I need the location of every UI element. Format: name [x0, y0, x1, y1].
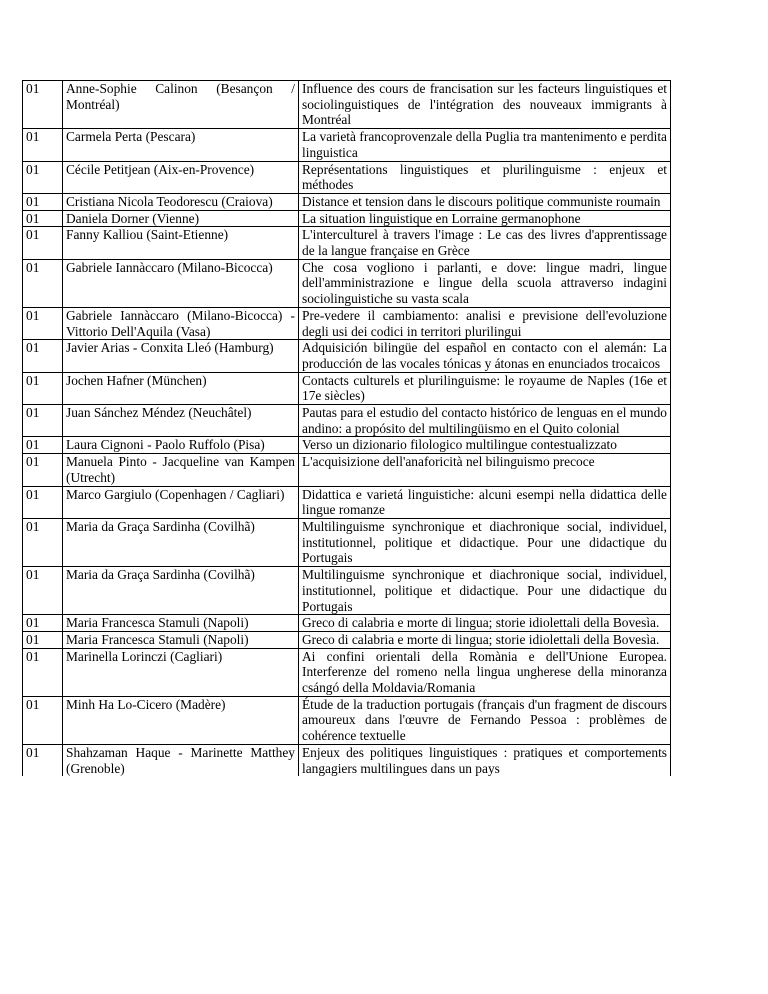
author-cell: Manuela Pinto - Jacqueline van Kampen (Utrecht)	[63, 454, 299, 486]
title-cell: La situation linguistique en Lorraine germanophone	[299, 210, 671, 227]
session-cell: 01	[23, 129, 63, 161]
session-cell: 01	[23, 193, 63, 210]
author-cell: Maria Francesca Stamuli (Napoli)	[63, 631, 299, 648]
table-row	[23, 405, 671, 437]
author-cell: Maria da Graça Sardinha (Covilhã)	[63, 518, 299, 566]
table-row	[23, 486, 671, 518]
session-cell: 01	[23, 696, 63, 744]
author-cell: Juan Sánchez Méndez (Neuchâtel)	[63, 405, 299, 437]
author-cell: Marinella Lorinczi (Cagliari)	[63, 648, 299, 696]
session-cell: 01	[23, 307, 63, 339]
title-cell: Verso un dizionario filologico multilingue contestualizzato	[299, 437, 671, 454]
title-cell: Didattica e varietá linguistiche: alcuni esempi nella didattica delle lingue romanze	[299, 486, 671, 518]
table-row	[23, 340, 671, 372]
title-cell: Ai confini orientali della Romània e dell'Unione Europea. Interferenze del romeno nella lingua ungherese della minoranza csángó della Moldavia/Romania	[299, 648, 671, 696]
title-cell: Influence des cours de francisation sur les facteurs linguistiques et sociolinguistiques de l'intégration des nouveaux immigrants à Montréal	[299, 81, 671, 129]
session-cell: 01	[23, 227, 63, 259]
author-cell: Shahzaman Haque - Marinette Matthey (Grenoble)	[63, 744, 299, 776]
table-row	[23, 129, 671, 161]
session-cell: 01	[23, 340, 63, 372]
session-cell: 01	[23, 405, 63, 437]
author-cell: Marco Gargiulo (Copenhagen / Cagliari)	[63, 486, 299, 518]
table-row	[23, 81, 671, 129]
title-cell: La varietà francoprovenzale della Puglia tra mantenimento e perdita linguistica	[299, 129, 671, 161]
table-row	[23, 161, 671, 193]
table-row	[23, 631, 671, 648]
title-cell: Greco di calabria e morte di lingua; storie idiolettali della Bovesìa.	[299, 631, 671, 648]
paper-table	[22, 80, 671, 776]
table-row	[23, 648, 671, 696]
title-cell: Adquisición bilingüe del español en contacto con el alemán: La producción de las vocales tónicas y átonas en enunciados trocaicos	[299, 340, 671, 372]
title-cell: Pautas para el estudio del contacto histórico de lenguas en el mundo andino: a propósito del multilingüismo en el Quito colonial	[299, 405, 671, 437]
session-cell: 01	[23, 648, 63, 696]
table-row	[23, 372, 671, 404]
author-cell: Minh Ha Lo-Cicero (Madère)	[63, 696, 299, 744]
author-cell: Gabriele Iannàccaro (Milano-Bicocca) - Vittorio Dell'Aquila (Vasa)	[63, 307, 299, 339]
title-cell: Multilinguisme synchronique et diachronique social, individuel, institutionnel, politique et didactique. Pour une didactique du Portugais	[299, 567, 671, 615]
author-cell: Javier Arias - Conxita Lleó (Hamburg)	[63, 340, 299, 372]
title-cell: Greco di calabria e morte di lingua; storie idiolettali della Bovesìa.	[299, 615, 671, 632]
table-row	[23, 567, 671, 615]
session-cell: 01	[23, 744, 63, 776]
title-cell: Che cosa vogliono i parlanti, e dove: lingue madri, lingue dell'amministrazione e lingue della scuola attraverso indagini sociolinguistiche su vasta scala	[299, 259, 671, 307]
session-cell: 01	[23, 161, 63, 193]
session-cell: 01	[23, 631, 63, 648]
paper-table-body	[23, 81, 671, 777]
author-cell: Jochen Hafner (München)	[63, 372, 299, 404]
author-cell: Cristiana Nicola Teodorescu (Craiova)	[63, 193, 299, 210]
title-cell: Représentations linguistiques et plurilinguisme : enjeux et méthodes	[299, 161, 671, 193]
table-row	[23, 227, 671, 259]
title-cell: L'acquisizione dell'anaforicità nel bilinguismo precoce	[299, 454, 671, 486]
title-cell: Multilinguisme synchronique et diachronique social, individuel, institutionnel, politique et didactique. Pour une didactique du Portugais	[299, 518, 671, 566]
table-row	[23, 437, 671, 454]
session-cell: 01	[23, 81, 63, 129]
author-cell: Fanny Kalliou (Saint-Etienne)	[63, 227, 299, 259]
author-cell: Daniela Dorner (Vienne)	[63, 210, 299, 227]
title-cell: Contacts culturels et plurilinguisme: le royaume de Naples (16e et 17e siècles)	[299, 372, 671, 404]
author-cell: Anne-Sophie Calinon (Besançon / Montréal)	[63, 81, 299, 129]
author-cell: Maria da Graça Sardinha (Covilhã)	[63, 567, 299, 615]
session-cell: 01	[23, 210, 63, 227]
session-cell: 01	[23, 437, 63, 454]
table-row	[23, 454, 671, 486]
table-row	[23, 210, 671, 227]
table-row	[23, 615, 671, 632]
author-cell: Gabriele Iannàccaro (Milano-Bicocca)	[63, 259, 299, 307]
session-cell: 01	[23, 454, 63, 486]
table-row	[23, 259, 671, 307]
session-cell: 01	[23, 372, 63, 404]
title-cell: Étude de la traduction portugais (français d'un fragment de discours amoureux dans l'œuvre de Fernando Pessoa : problèmes de cohérence textuelle	[299, 696, 671, 744]
table-row	[23, 744, 671, 776]
title-cell: Distance et tension dans le discours politique communiste roumain	[299, 193, 671, 210]
title-cell: L'interculturel à travers l'image : Le cas des livres d'apprentissage de la langue française en Grèce	[299, 227, 671, 259]
author-cell: Laura Cignoni - Paolo Ruffolo (Pisa)	[63, 437, 299, 454]
title-cell: Pre-vedere il cambiamento: analisi e previsione dell'evoluzione degli usi dei codici in territori plurilingui	[299, 307, 671, 339]
table-row	[23, 193, 671, 210]
session-cell: 01	[23, 518, 63, 566]
table-row	[23, 307, 671, 339]
session-cell: 01	[23, 567, 63, 615]
title-cell: Enjeux des politiques linguistiques : pratiques et comportements langagiers multilingues dans un pays	[299, 744, 671, 776]
table-row	[23, 518, 671, 566]
author-cell: Cécile Petitjean (Aix-en-Provence)	[63, 161, 299, 193]
session-cell: 01	[23, 259, 63, 307]
author-cell: Carmela Perta (Pescara)	[63, 129, 299, 161]
session-cell: 01	[23, 486, 63, 518]
table-row	[23, 696, 671, 744]
session-cell: 01	[23, 615, 63, 632]
author-cell: Maria Francesca Stamuli (Napoli)	[63, 615, 299, 632]
